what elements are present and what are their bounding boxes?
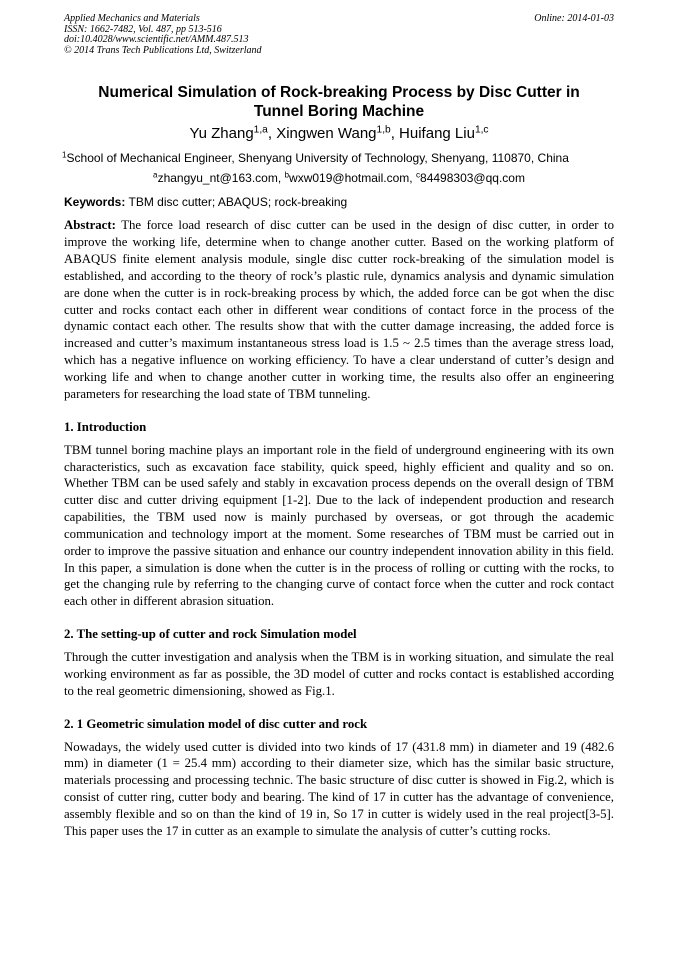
author-name: Yu Zhang xyxy=(189,125,254,143)
abstract-text: The force load research of disc cutter can be used in the design of disc cutter, in order to improve the working life, determine when to change another cutter. Based on the working platform of ABAQUS finite element analysis module, single disc cutter rock-breaking of the simulation model is established, and according to the theory of rock’s plastic rule, dynamics analysis and dynamic simulation are done when the cutter is in rock-breaking process by which, the added force can be got when the disc cutter and rocks contact each other in different wear conditions of contact force in the process of the dynamic contact each other. The results show that with the cutter damage increasing, the added force is increased and cutter’s maximum instantaneous stress load is 1.5 ~ 2.5 times than the average stress load, which has a negative influence on working efficiency. To have a clear understand of cutter’s design and working life and when to change another cutter in working time, the results also offer an engineering parameters for researching the load state of TBM tunneling. xyxy=(64,218,615,401)
paper-title: Numerical Simulation of Rock-breaking Process by Disc Cutter in Tunnel Boring Machine xyxy=(98,84,580,121)
email-mark: a xyxy=(153,170,158,180)
section-paragraph: Through the cutter investigation and analysis when the TBM is in working situation, and simulate the real working environment as far as possible, the 3D model of cutter and rocks contact is established according to the real geometric dimensioning, showed as Fig.1. xyxy=(64,650,614,698)
doi-line: doi:10.4028/www.scientific.net/AMM.487.513 xyxy=(64,34,249,46)
abstract xyxy=(64,217,614,402)
section-heading: 2. 1 Geometric simulation model of disc cutter and rock xyxy=(64,716,368,731)
author-list: Yu Zhang$^{1,a}$, Xingwen Wang$^{1,b}$, Huifang Liu$^{1,c}$ xyxy=(189,124,489,143)
affiliation-mark: 1 xyxy=(62,150,67,160)
author-affiliation-mark: 1,a xyxy=(253,124,268,136)
section-paragraph: Nowadays, the widely used cutter is divided into two kinds of 17 (431.8 mm) in diameter and 19 (482.6 mm) in diameter (1 = 25.4 mm) according to their diameter size, which has the similar basic structure, materials processing and processing technic. The basic structure of disc cutter is showed in Fig.2, which is consist of cutter ring, cutter body and bearing. The kind of 17 in cutter has the advantage of convenience, assembly flexible and so on than the kind of 19 in, So 17 in cutter is widely used in the real project[3-5]. This paper uses the 17 in cutter as an example to simulate the analysis of cutter’s cutting rocks. xyxy=(64,739,614,838)
online-date: Online: 2014-01-03 xyxy=(534,13,614,24)
section-heading: 1. Introduction xyxy=(64,419,147,434)
section-paragraph: TBM tunnel boring machine plays an important role in the field of underground engineering with its own characteristics, such as excavation face stability, quick speed, highly efficient and quality and so on. Whether TBM can be used safely and stably in excavation process depends on the overall design of TBM cutter disc and cutter driving equipment [1-2]. Due to the lack of independent production and research capabilities, the TBM used now is mainly purchased by overseas, or got through the academic communication and technology import at the moment. Some researches of TBM must be carried out in order to improve the passive situation and enhance our country independent innovation ability in this field. In this paper, a simulation is done when the cutter is in the process of rolling or cutting with the rocks, to get the changing rule by referring to the changing curve of contact force when the cutter and rock contact each other in different abrasion situation. xyxy=(64,442,614,609)
keywords-label: Keywords: xyxy=(64,195,126,210)
section-heading: 2. The setting-up of cutter and rock Simulation model xyxy=(64,627,357,642)
author-affiliation-mark: 1,c xyxy=(474,124,489,136)
section-introduction xyxy=(64,419,614,610)
section-simulation-model xyxy=(64,626,614,700)
author-affiliation-mark: 1,b xyxy=(376,124,391,136)
email-list: $^a$zhangyu_nt@163.com, $^b$wxw019@hotmail.com, $^c$84498303@qq.com xyxy=(153,170,525,186)
copyright-line: © 2014 Trans Tech Publications Ltd, Switzerland xyxy=(64,44,262,56)
abstract-label: Abstract: xyxy=(64,218,116,233)
email-address: wxw019@hotmail.com xyxy=(289,171,410,186)
email-address: 84498303@qq.com xyxy=(420,171,525,186)
email-address: zhangyu_nt@163.com xyxy=(157,171,278,186)
affiliation xyxy=(62,150,614,166)
journal-name: Applied Mechanics and Materials xyxy=(64,13,200,24)
keywords xyxy=(64,194,614,210)
keywords-text: TBM disc cutter; ABAQUS; rock-breaking xyxy=(128,195,348,210)
section-geometric-model xyxy=(64,716,614,840)
author-name: Xingwen Wang xyxy=(276,125,377,143)
paper-page xyxy=(64,14,614,840)
journal-header xyxy=(64,14,614,56)
affiliation-text: School of Mechanical Engineer, Shenyang University of Technology, Shenyang, 110870, China xyxy=(66,151,569,166)
email-mark: c xyxy=(415,170,421,180)
email-mark: b xyxy=(284,170,290,180)
issn-line: ISSN: 1662-7482, Vol. 487, pp 513-516 xyxy=(64,23,222,35)
author-name: Huifang Liu xyxy=(399,125,475,143)
